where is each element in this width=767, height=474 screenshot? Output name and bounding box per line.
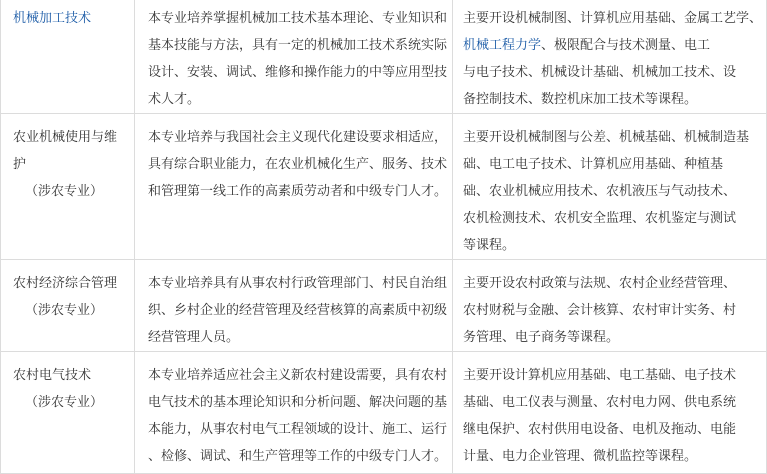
courses-line: 与电子技术、机械设计基础、机械加工技术、设 [463,65,737,80]
program-name-cell [1,260,135,352]
courses-line: 主要开设机械制图、计算机应用基础、金属工艺学、 [463,11,763,26]
courses-line: 主要开设计算机应用基础、电工基础、电子技术 [463,368,737,383]
description-line: 本能力，从事农村电气工程领域的设计、施工、运行 [148,422,448,437]
courses-line: 基础、电工仪表与测量、农村电力网、供电系统 [463,395,737,410]
table-row [1,114,767,260]
description-line: 本专业培养具有从事农村行政管理部门、村民自治组 [148,276,448,291]
courses-line: 农村财税与金融、会计核算、农村审计实务、村 [463,303,737,318]
courses-line: 备控制技术、数控机床加工技术等课程。 [463,92,698,107]
program-name-cell [1,114,135,260]
description-line: 电气技术的基本理论知识和分析问题、解决问题的基 [148,395,448,410]
program-description-cell [135,114,453,260]
courses-line: 计量、电力企业管理、微机监控等课程。 [463,449,698,464]
courses-line: 主要开设机械制图与公差、机械基础、机械制造基 [463,130,750,145]
program-description-cell [135,260,453,352]
table-row [1,352,767,474]
program-name: 农村电气技术 [13,368,92,383]
program-description-cell [135,0,453,114]
courses-line: 主要开设农村政策与法规、农村企业经营管理、 [463,276,737,291]
description-line: 和管理第一线工作的高素质劳动者和中级专门人才。 [148,184,448,199]
description-line: 设计、安装、调试、维修和操作能力的中等应用型技 [148,65,448,80]
program-courses-cell [453,260,767,352]
courses-line: 础、农业机械应用技术、农机液压与气动技术、 [463,184,737,199]
courses-text: 、极限配合与技术测量、电工 [541,38,711,53]
program-courses-cell [453,0,767,114]
description-line: 本专业培养与我国社会主义现代化建设要求相适应， [148,130,448,145]
courses-line: 础、电工电子技术、计算机应用基础、种植基 [463,157,724,172]
courses-line: 等课程。 [463,238,516,253]
courses-line: 农机检测技术、农机安全监理、农机鉴定与测试 [463,211,737,226]
program-tag: （涉农专业） [25,184,104,199]
program-name-cell [1,0,135,114]
program-courses-cell [453,114,767,260]
description-line: 基本技能与方法，具有一定的机械加工技术系统实际 [148,38,448,53]
courses-line: 继电保护、农村供用电设备、电机及拖动、电能 [463,422,737,437]
program-name-cell [1,352,135,474]
courses-line: 务管理、电子商务等课程。 [463,330,620,345]
program-tag: （涉农专业） [25,395,104,410]
program-name: 农业机械使用与维 [13,130,118,145]
program-description-cell [135,352,453,474]
program-name: 农村经济综合管理 [13,276,118,291]
program-name-link[interactable]: 机械加工技术 [13,11,92,26]
program-name: 护 [13,157,27,172]
description-line: 本专业培养掌握机械加工技术基本理论、专业知识和 [148,11,448,26]
table-row [1,0,767,114]
description-line: 本专业培养适应社会主义新农村建设需要，具有农村 [148,368,448,383]
program-tag: （涉农专业） [25,303,104,318]
description-line: 术人才。 [148,92,201,107]
description-line: 经营管理人员。 [148,330,240,345]
course-link[interactable]: 机械工程力学 [463,38,542,53]
description-line: 具有综合职业能力，在农业机械化生产、服务、技术 [148,157,448,172]
description-line: 织、乡村企业的经营管理及经营核算的高素质中初级 [148,303,448,318]
description-line: 、检修、调试、和生产管理等工作的中级专门人才。 [148,449,448,464]
table-row [1,260,767,352]
courses-line [463,32,758,59]
program-courses-cell [453,352,767,474]
